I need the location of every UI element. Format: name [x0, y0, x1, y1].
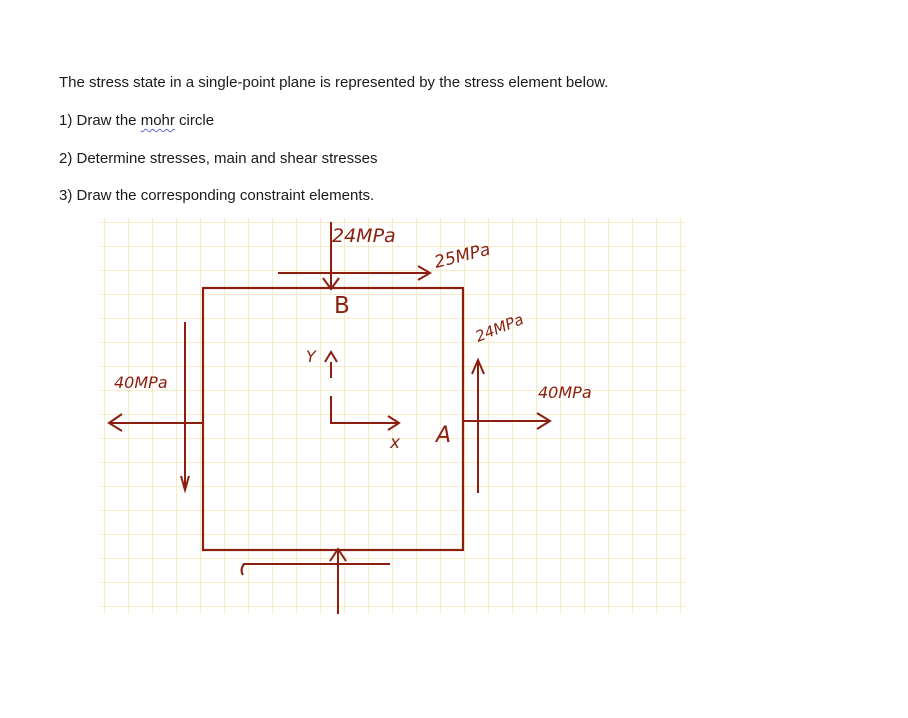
problem-intro: The stress state in a single-point plane is represented by the stress element below.	[59, 74, 609, 91]
point-b-label: B	[334, 293, 350, 319]
stress-element-figure	[100, 218, 685, 614]
y-axis-label: Y	[306, 347, 316, 366]
question-1-suffix: circle	[174, 112, 215, 129]
right-normal-label: 40MPa	[538, 383, 592, 402]
top-shear-label: 25MPa	[432, 239, 493, 273]
graph-paper-grid	[100, 218, 685, 614]
question-2: 2) Determine stresses, main and shear stresses	[59, 150, 378, 167]
question-1-prefix: 1) Draw the	[59, 112, 141, 129]
left-normal-label: 40MPa	[114, 373, 168, 392]
spellcheck-word: mohr	[140, 112, 175, 129]
point-a-label: A	[436, 423, 452, 448]
question-3: 3) Draw the corresponding constraint elements.	[59, 187, 375, 204]
question-1	[59, 112, 214, 130]
top-normal-label: 24MPa	[332, 225, 396, 247]
x-axis-label: x	[390, 433, 401, 453]
stress-element-drawing	[100, 218, 685, 614]
right-shear-label: 24MPa	[472, 310, 527, 346]
